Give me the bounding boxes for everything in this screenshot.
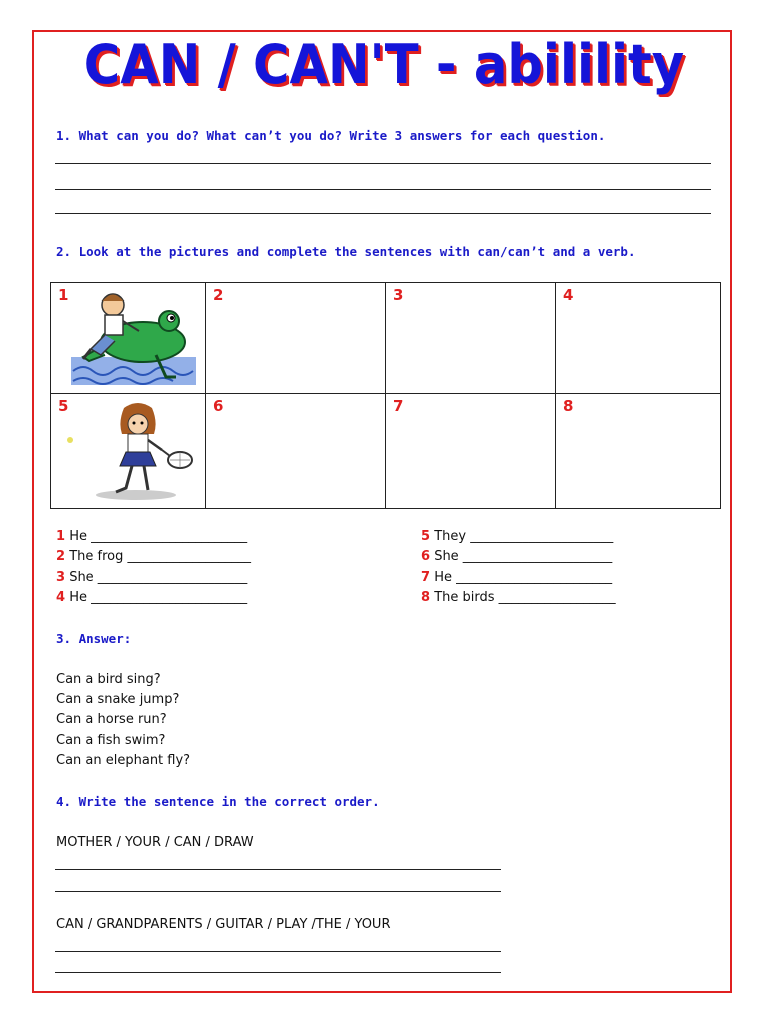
section2-heading: 2. Look at the pictures and complete the sentences with can/can’t and a verb. [56,244,636,259]
answer-line [55,163,711,164]
question-1: Can a bird sing? [56,672,161,687]
boy-riding-frog-image [71,287,201,391]
cell-number: 7 [393,397,404,415]
answer-line [55,891,501,892]
answer-line [55,189,711,190]
grid-cell-5 [51,394,206,508]
question-4: Can a fish swim? [56,733,166,748]
sentence-4: 4 He ________________________ [56,590,248,605]
girl-tennis-image [66,400,196,504]
question-5: Can an elephant fly? [56,753,191,768]
cell-number: 1 [58,286,69,304]
answer-line [55,951,501,952]
grid-cell-2 [206,283,386,394]
section1-heading: 1. What can you do? What can’t you do? Write 3 answers for each question. [56,128,606,143]
grid-cell-8 [556,394,720,508]
cell-number: 3 [393,286,404,304]
question-2: Can a snake jump? [56,692,180,707]
sentence-5: 5 They ______________________ [421,529,614,544]
sentence-3: 3 She _______________________ [56,570,248,585]
answer-line [55,972,501,973]
section4-heading: 4. Write the sentence in the correct order. [56,794,380,809]
grid-cell-4 [556,283,720,394]
section3-heading: 3. Answer: [56,631,132,646]
cell-number: 6 [213,397,224,415]
grid-cell-7 [386,394,556,508]
cell-number: 2 [213,286,224,304]
answer-line [55,213,711,214]
sentence-1: 1 He ________________________ [56,529,248,544]
answer-line [55,869,501,870]
cell-number: 8 [563,397,574,415]
sentence-8: 8 The birds __________________ [421,590,616,605]
sentence-6: 6 She _______________________ [421,549,613,564]
grid-cell-1 [51,283,206,394]
question-3: Can a horse run? [56,712,167,727]
grid-cell-3 [386,283,556,394]
sentence-2: 2 The frog ___________________ [56,549,251,564]
picture-grid [50,282,721,509]
sentence-7: 7 He ________________________ [421,570,613,585]
grid-cell-6 [206,394,386,508]
cell-number: 5 [58,397,69,415]
scrambled-sentence-1: MOTHER / YOUR / CAN / DRAW [56,835,254,850]
scrambled-sentence-2: CAN / GRANDPARENTS / GUITAR / PLAY /THE / YOUR [56,917,391,932]
cell-number: 4 [563,286,574,304]
worksheet-title: CAN / CAN'T - abilility [83,33,685,96]
